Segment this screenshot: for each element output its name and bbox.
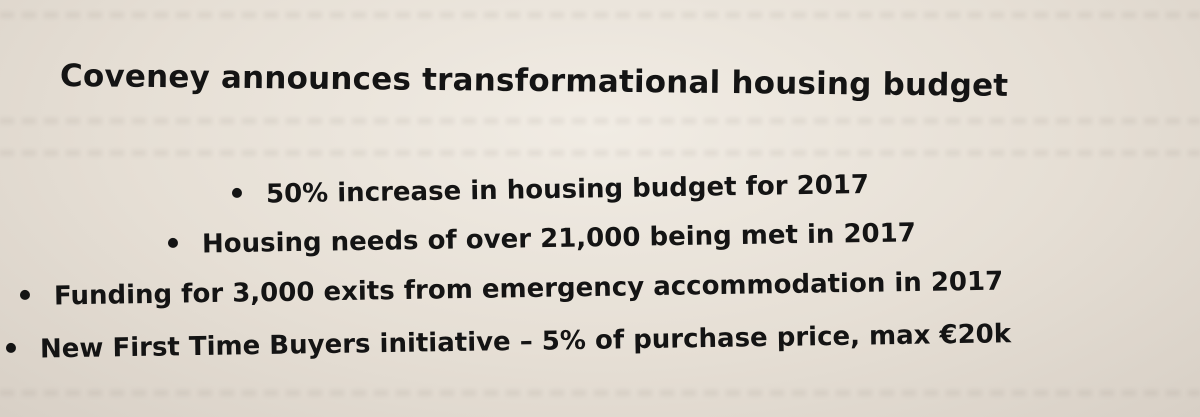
bullet-text: New First Time Buyers initiative – 5% of purchase price, max €20k: [39, 319, 1012, 365]
bullet-item: [20, 267, 1004, 312]
bullet-text: 50% increase in housing budget for 2017: [265, 169, 870, 210]
bullet-text: Funding for 3,000 exits from emergency accommodation in 2017: [53, 266, 1004, 312]
bullet-text: Housing needs of over 21,000 being met in 2017: [201, 218, 917, 260]
bullet-icon: [6, 342, 16, 352]
show-through-text: [0, 118, 1200, 124]
show-through-text: [0, 150, 1200, 156]
bullet-icon: [168, 237, 178, 247]
bullet-item: [232, 170, 869, 210]
bullet-icon: [232, 187, 242, 197]
bullet-item: [6, 319, 1012, 365]
show-through-text: [0, 12, 1200, 18]
show-through-text: [0, 390, 1200, 396]
document-title: Coveney announces transformational housing budget: [59, 58, 1009, 104]
bullet-icon: [20, 289, 30, 299]
bullet-item: [168, 218, 916, 260]
